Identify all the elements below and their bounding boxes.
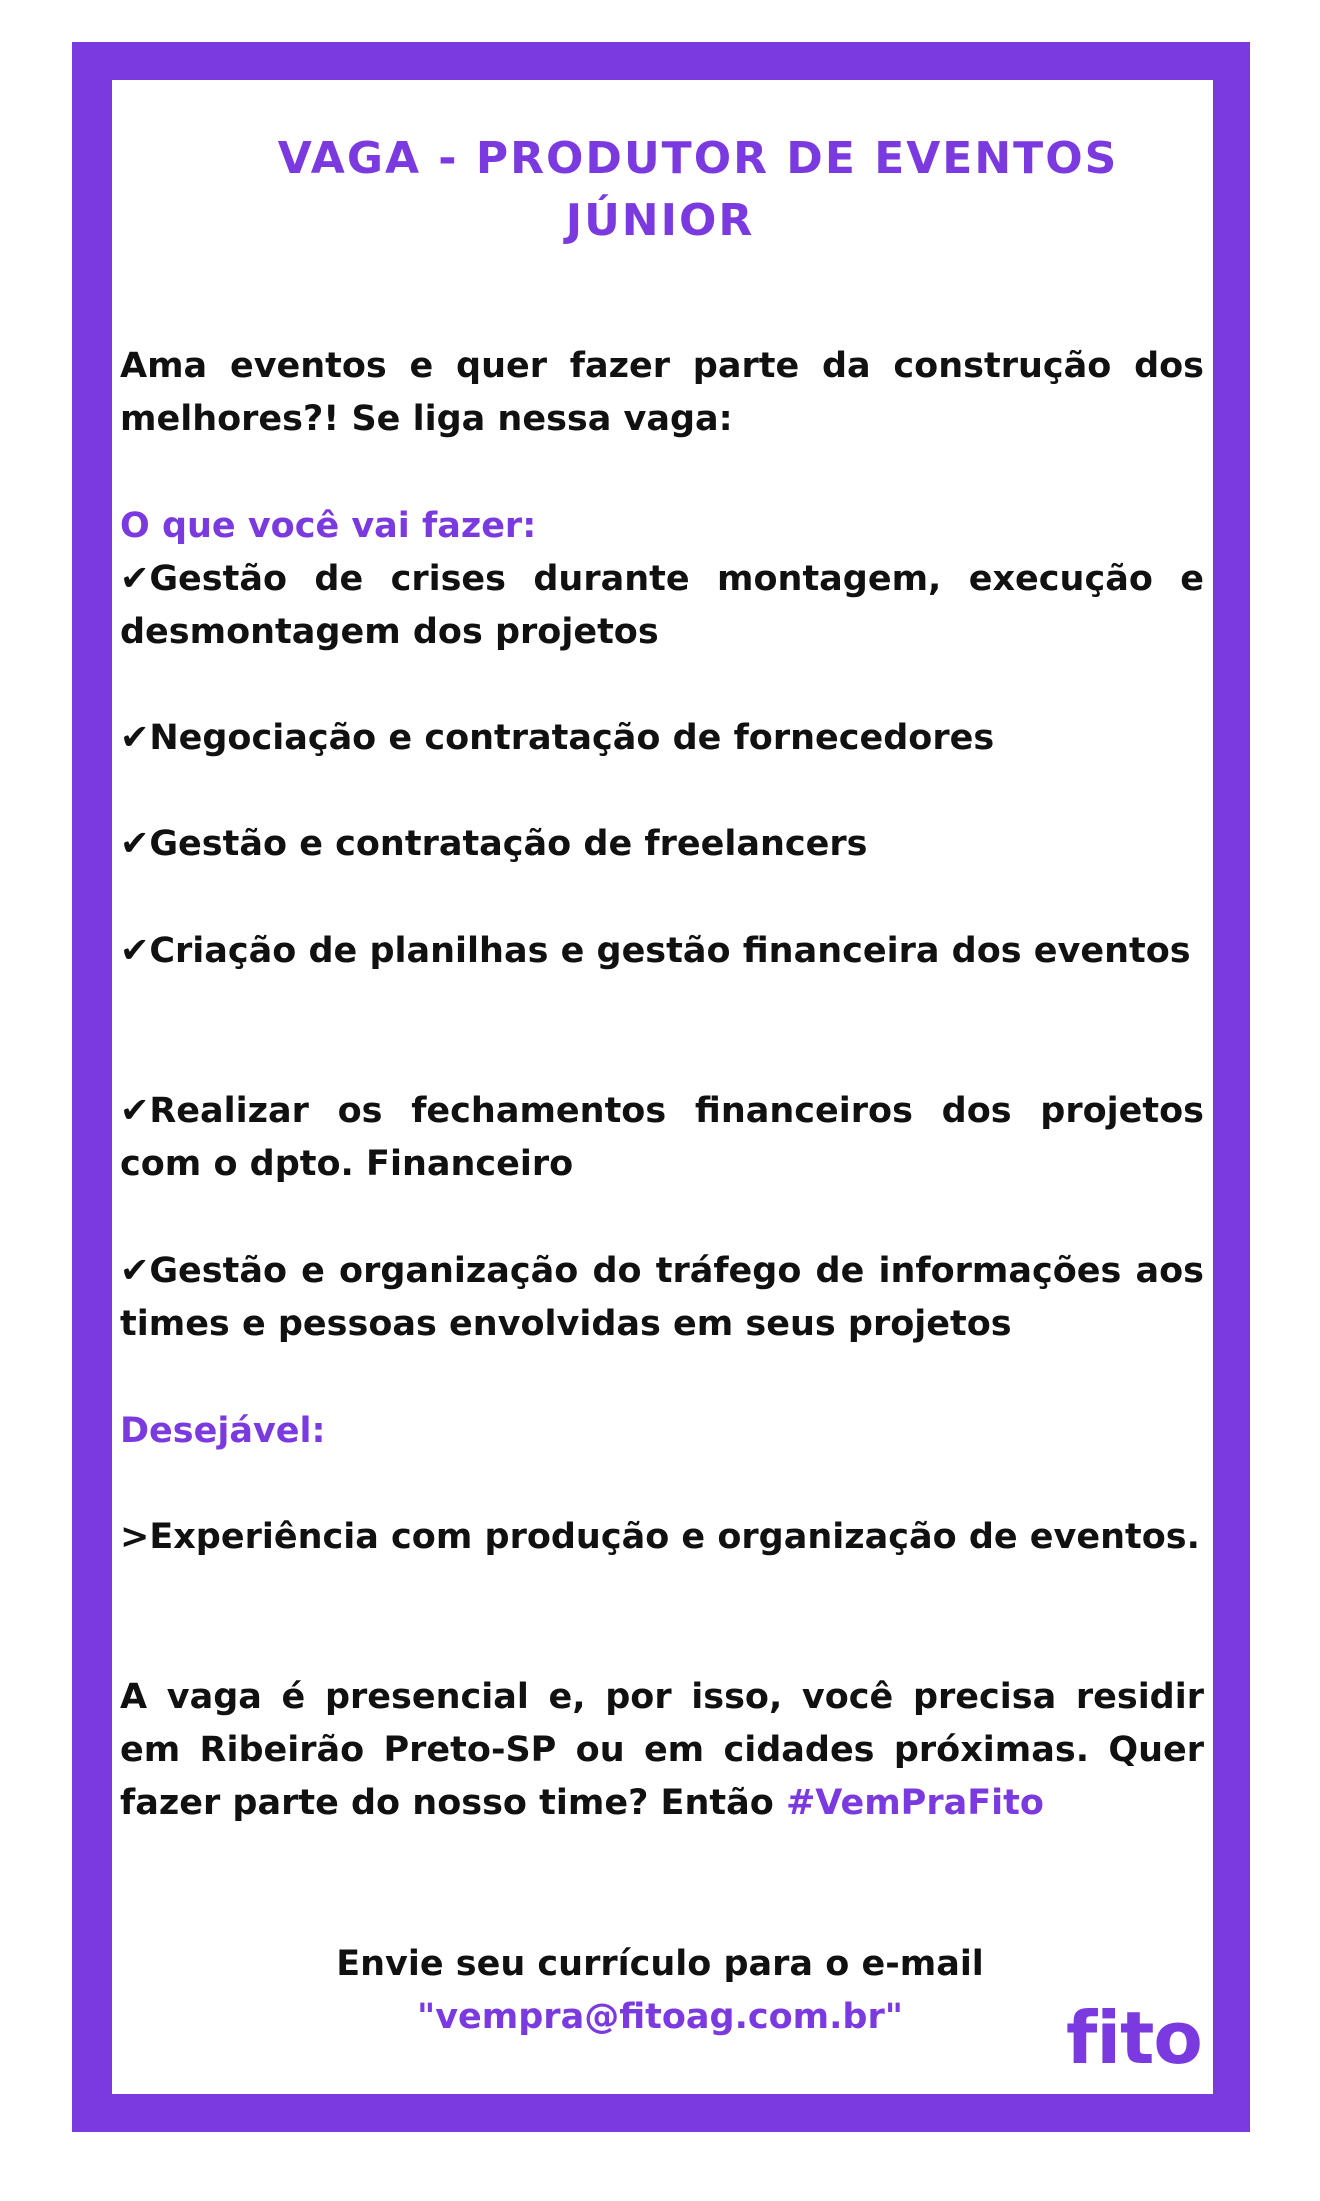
cta-line: Envie seu currículo para o e-mail [336,1944,984,1984]
job-title-line-2: JÚNIOR [565,195,755,246]
desirable-heading: Desejável: [120,1411,326,1451]
task-item-2: ✔Negociação e contratação de fornecedores [120,718,995,758]
location-body: A vaga é presencial e, por isso, você precisa residir em Ribeirão Preto-SP ou em cidades próximas. Quer fazer parte do nosso time? Então [120,1677,1204,1823]
intro-text: Ama eventos e quer fazer parte da construção dos melhores?! Se liga nessa vaga: [120,346,1204,439]
task-item-4: ✔Criação de planilhas e gestão financeira dos eventos [120,931,1191,971]
fito-logo: fito [1066,1996,1202,2080]
cta-email: "vempra@fitoag.com.br" [417,1997,903,2037]
location-text [120,1671,1204,1830]
task-item-5: ✔Realizar os fechamentos financeiros dos projetos com o dpto. Financeiro [120,1091,1204,1184]
job-title-line-1: VAGA - PRODUTOR DE EVENTOS [277,133,1119,184]
desirable-item: >Experiência com produção e organização de eventos. [120,1517,1200,1557]
hashtag: #VemPraFito [785,1783,1044,1823]
task-item-6: ✔Gestão e organização do tráfego de informações aos times e pessoas envolvidas em seus projetos [120,1251,1204,1344]
task-item-3: ✔Gestão e contratação de freelancers [120,824,868,864]
tasks-heading: O que você vai fazer: [120,506,537,546]
task-item-1: ✔Gestão de crises durante montagem, execução e desmontagem dos projetos [120,559,1204,652]
